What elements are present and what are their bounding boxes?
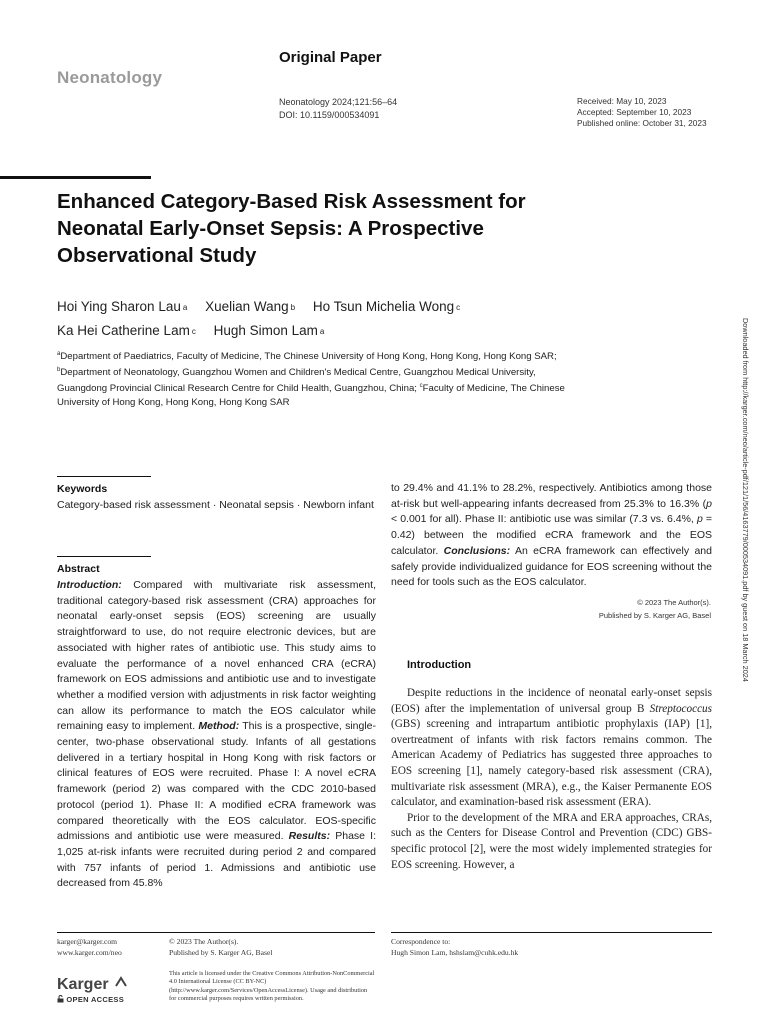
- doi[interactable]: DOI: 10.1159/000534091: [279, 110, 380, 120]
- abstract-heading: Abstract: [57, 563, 100, 575]
- author: Hoi Ying Sharon Lau $^a$: [57, 299, 188, 314]
- citation: Neonatology 2024;121:56–64: [279, 97, 398, 107]
- correspondence-contact[interactable]: Hugh Simon Lam, hshslam@cuhk.edu.hk: [391, 947, 519, 957]
- accepted-date: Accepted: September 10, 2023: [577, 107, 692, 117]
- author: Xuelian Wang $^b$: [205, 299, 296, 314]
- author: Hugh Simon Lam $^a$: [213, 323, 325, 338]
- paper-type: Original Paper: [279, 49, 382, 66]
- paragraph: Despite reductions in the incidence of neonatal early-onset sepsis (EOS) after the implementation of universal group B Streptococcus (GBS) screening and intrapartum antibiotic prophylaxis (IAP) [1], overtreatment of infants with risk factors remains common. The American Academy of Pediatrics has suggested three approaches to EOS screening [1], namely category-based risk assessment (CRA), multivariate risk assessment (MRA), e.g., the Kaiser Permanente EOS calculator, and examination-based risk assessment (ERA).: [391, 687, 712, 809]
- published-date: Published online: October 31, 2023: [577, 118, 707, 128]
- affiliations: $^a$Department of Paediatrics, Faculty of Medicine, The Chinese University of Hong Kong, Hong Kong, Hong Kong SAR; $^b$Department of Neonatology, Guangzhou Women and Children's Medical Centre, Guangzhou Medical University, Guangdong Provincial Clinical Research Centre for Child Health, Guangzhou, China; $^c$Faculty of Medicine, The Chinese University of Hong Kong, Hong Kong, Hong Kong SAR: [57, 351, 565, 408]
- journal-name: Neonatology: [57, 68, 163, 87]
- abstract-results-label: Results:: [288, 830, 331, 843]
- dates-block: [577, 96, 707, 129]
- abstract-continued: to 29.4% and 41.1% to 28.2%, respectively. Antibiotics among those at-risk but well-appearing infants decreased from 25.3% to 16.3% (p < 0.001 for all). Phase II: antibiotic use was similar (7.3 vs. 6.4%, p = 0.42) between the modified eCRA framework and the EOS calculator. Conclusions: An eCRA framework can effectively and safely provide individualized guidance for EOS screening without the need for tools such as the EOS calculator.: [391, 482, 712, 589]
- correspondence-block: [391, 937, 518, 958]
- correspondence-label: Correspondence to:: [391, 937, 451, 946]
- open-lock-icon: [57, 995, 64, 1003]
- abstract-method-label: Method:: [198, 720, 240, 733]
- abstract-copyright: © 2023 The Author(s). Published by S. Karger AG, Basel: [598, 598, 711, 620]
- open-access-badge: OPEN ACCESS: [57, 995, 124, 1004]
- contact-block: [57, 937, 122, 958]
- license-text: This article is licensed under the Creative Commons Attribution-NonCommercial 4.0 International License (CC BY-NC) (http://www.karger.com/Services/OpenAccessLicense). Usage and distribution for commercial purposes requires written permission.: [169, 970, 375, 1002]
- footer-copyright-block: © 2023 The Author(s). Published by S. Karger AG, Basel: [169, 937, 273, 957]
- received-date: Received: May 10, 2023: [577, 96, 667, 106]
- abstract-conclusions-label: Conclusions:: [443, 544, 511, 557]
- article-title: Enhanced Category-Based Risk Assessment for Neonatal Early-Onset Sepsis: A Prospective Observational Study: [57, 190, 526, 267]
- keywords-rule: [57, 476, 151, 477]
- title-rule: [0, 176, 151, 179]
- karger-logo-mark-icon: [114, 976, 128, 988]
- download-note: Downloaded from http://karger.com/neo/article-pdf/121/1/56/4163779/000534091.pdf by guest on 18 March 2024: [741, 318, 750, 682]
- contact-email[interactable]: karger@karger.com: [57, 937, 118, 946]
- author: Ho Tsun Michelia Wong $^c$: [312, 299, 461, 314]
- keywords-heading: Keywords: [57, 483, 108, 495]
- citation-block: [279, 96, 397, 122]
- footer-rule-right: [391, 932, 712, 933]
- abstract-body: Introduction: Compared with multivariate risk assessment, traditional category-based risk assessment (CRA) approaches for neonatal early-onset sepsis (EOS) screening are usually straightforward to use, do not require electronic devices, but are associated with higher rates of antibiotic use. This study aims to evaluate the performance of a novel enhanced CRA (eCRA) framework on EOS admissions and antibiotic use and to investigate whether a modified version with adjustments in risk factor weighting can allow its performance to match the EOS calculator while remaining easy to implement. Method: This is a prospective, single-center, two-phase observational study. Infants of all gestations delivered in a tertiary hospital in Hong Kong with risk factors or clinical features of EOS were recruited. Phase I: A novel eCRA framework (period 2) was compared with the CDC 2010-based protocol (period 1). Phase II: A modified eCRA framework was compared theoretically with the EOS calculator. EOS-specific admissions and antibiotic use were measured. Results: Phase I: 1,025 at-risk infants were recruited during period 2 and compared with 757 infants of period 1. Admissions and antibiotic use decreased from 45.8%: [57, 579, 377, 890]
- author-list: [57, 295, 637, 343]
- abstract-rule: [57, 556, 151, 557]
- contact-web[interactable]: www.karger.com/neo: [57, 947, 122, 957]
- paragraph: Prior to the development of the MRA and ERA approaches, CRAs, such as the Centers for Disease Control and Prevention (CDC) GBS-specific protocol [2], were the most widely implemented strategies for EOS screening. However, a: [391, 811, 712, 871]
- keywords-text: Category-based risk assessment · Neonatal sepsis · Newborn infant: [57, 499, 374, 511]
- abstract-intro-label: Introduction:: [57, 579, 122, 591]
- footer-rule-left: [57, 932, 375, 933]
- author: Ka Hei Catherine Lam $^c$: [57, 323, 196, 338]
- introduction-body: [391, 686, 712, 873]
- introduction-heading: Introduction: [407, 659, 472, 671]
- karger-logo: Karger: [57, 976, 128, 994]
